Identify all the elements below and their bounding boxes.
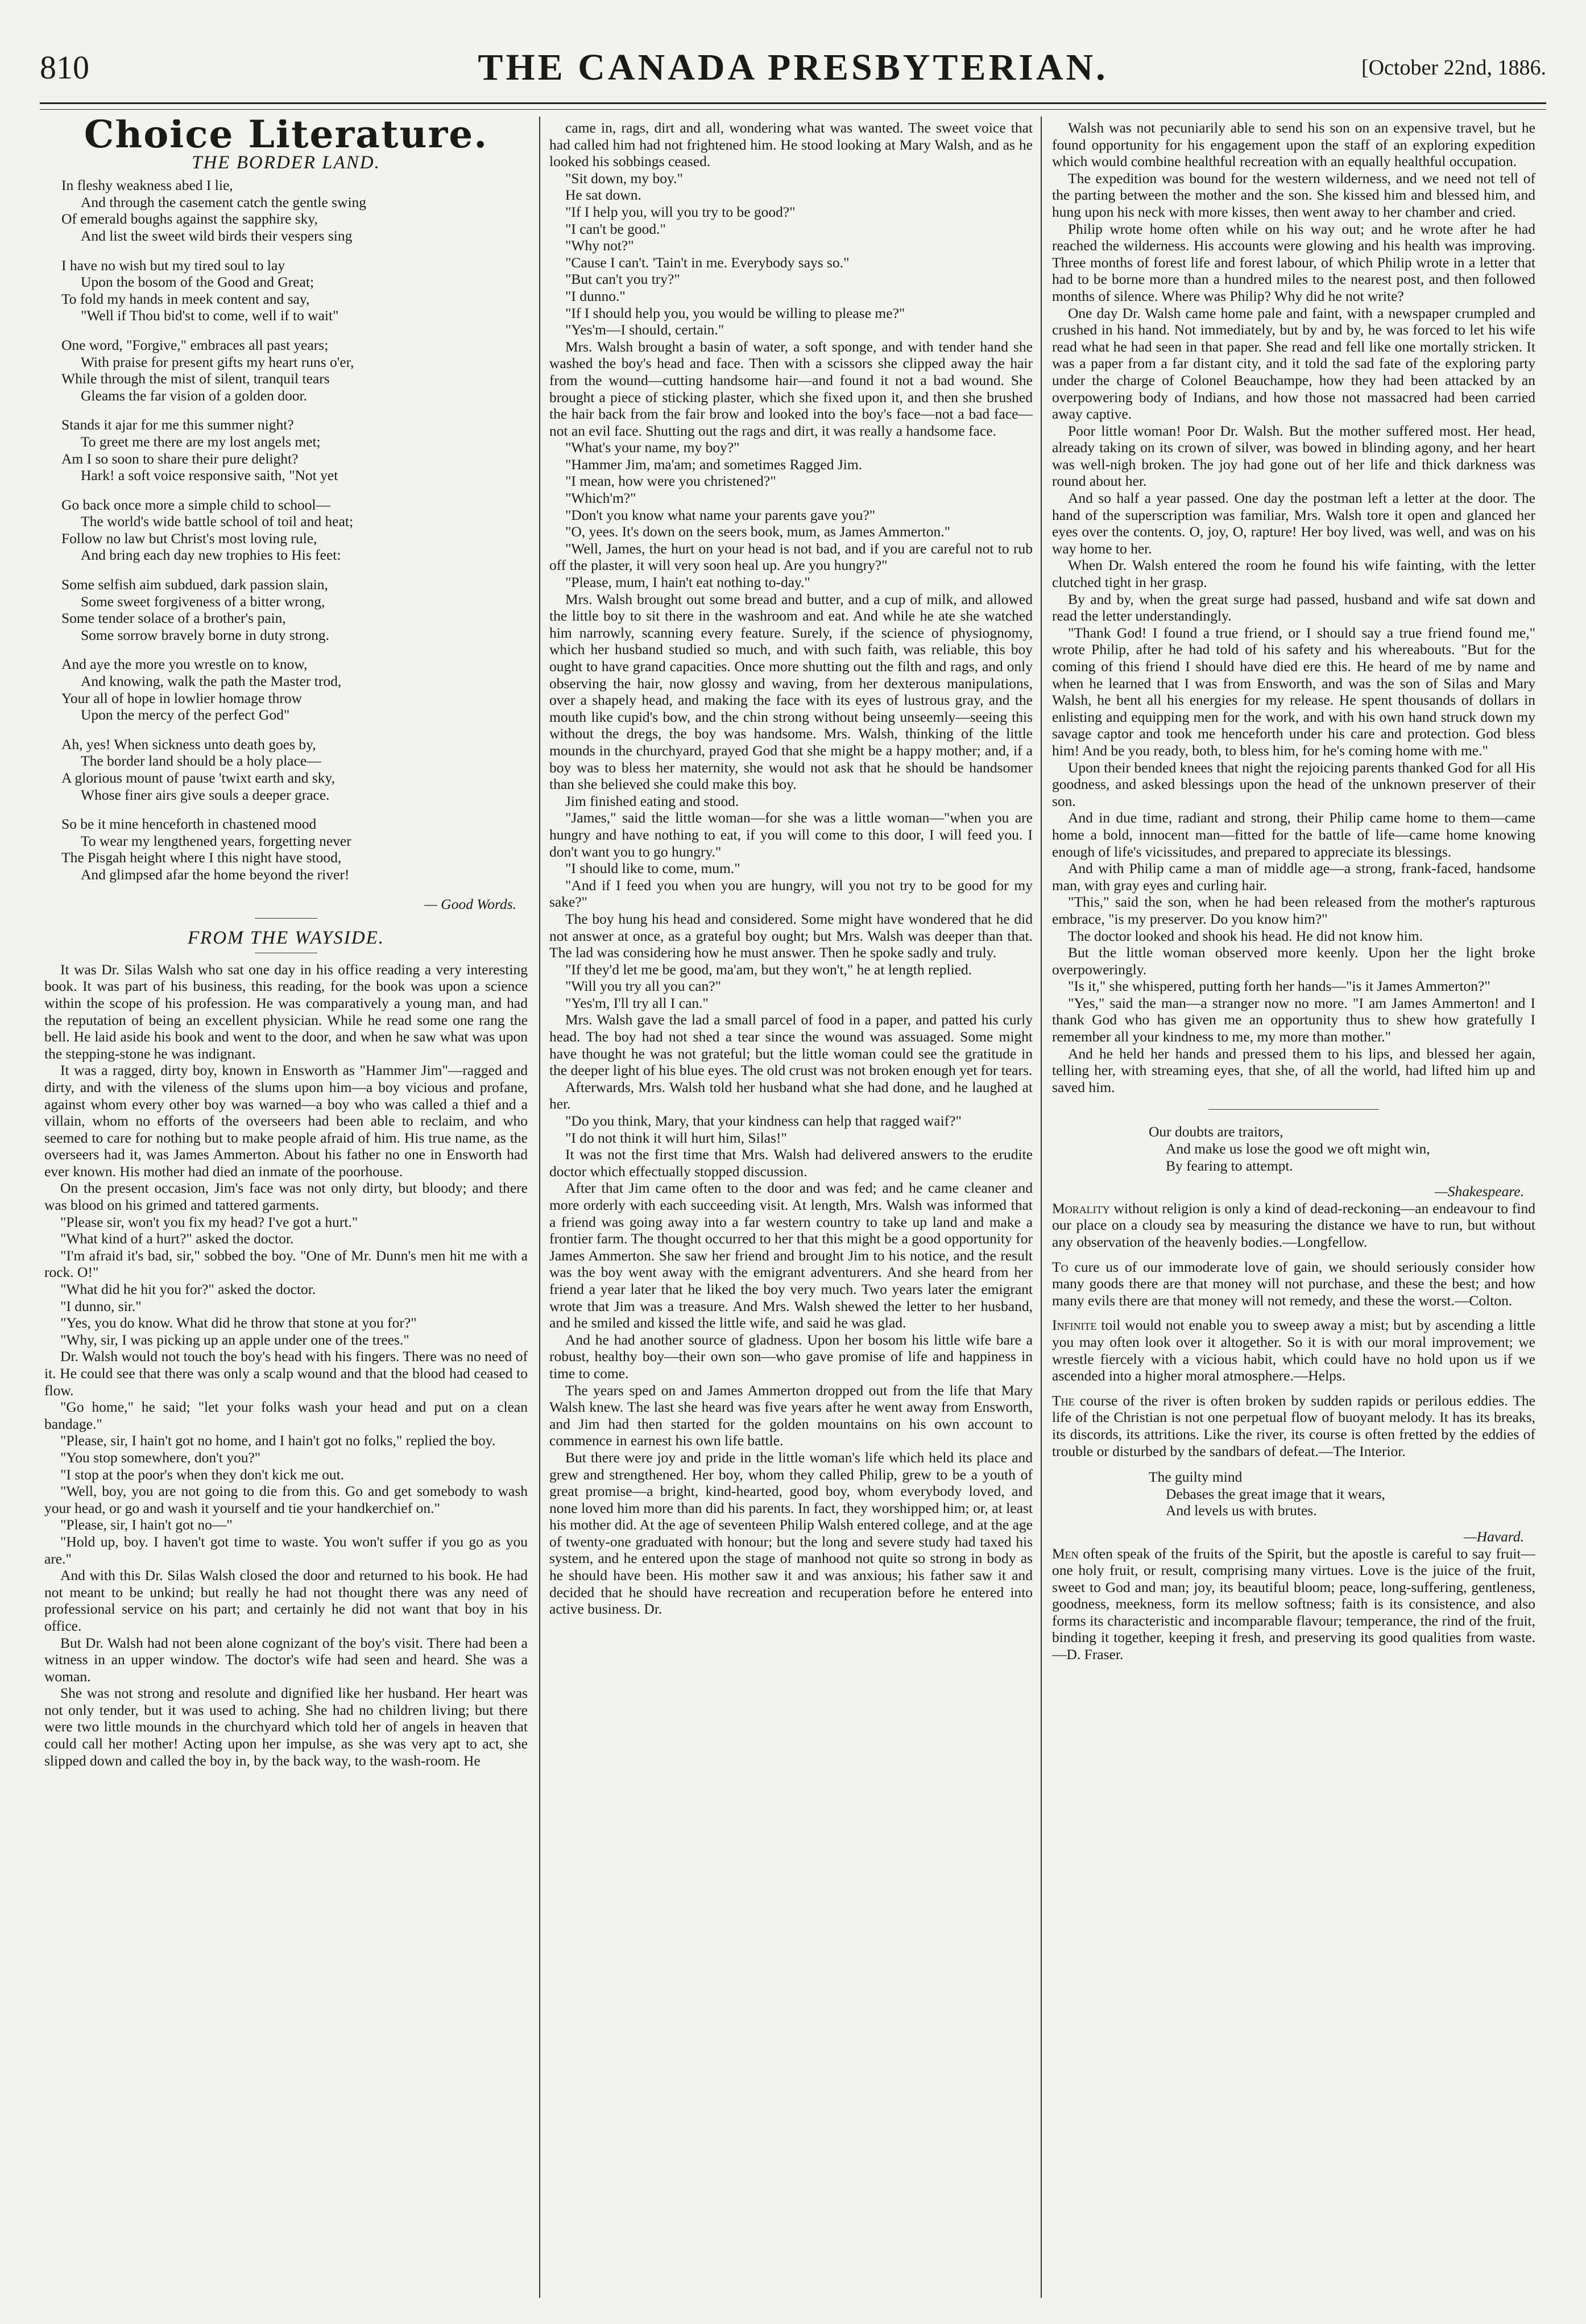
paragraph: And he held her hands and pressed them to his lips, and blessed her again, telling her, with streaming eyes, that she, of all the world, had lifted him up and saved him. [1052, 1045, 1535, 1095]
quotation-line: And make us lose the good we oft might win, [1166, 1140, 1430, 1157]
paragraph: "You stop somewhere, don't you?" [60, 1449, 261, 1466]
paragraph: The expedition was bound for the western wilderness, and we need not tell of the parting between the mother and the son. She kissed him and blessed him, and hung upon his neck with more kisses, then went away to her chamber and cried. [1052, 169, 1535, 220]
poem-stanza [61, 416, 528, 483]
paragraph: The doctor looked and shook his head. He did not know him. [1068, 927, 1423, 944]
maxim [1052, 1392, 1535, 1459]
paragraph: Jim finished eating and stood. [565, 792, 739, 809]
masthead [40, 43, 1546, 105]
poem-line: Whose finer airs give souls a deeper grace. [81, 786, 330, 803]
paragraph: "Hold up, boy. I haven't got time to waste. You won't suffer if you go as you are." [44, 1533, 528, 1567]
quotation-attribution: —Havard. [1463, 1528, 1524, 1545]
poem-line: Hark! a soft voice responsive saith, "Not yet [81, 467, 338, 484]
paragraph: "I do not think it will hurt him, Silas!" [565, 1129, 787, 1146]
maxim-text: toil would not enable you to sweep away a mist; but by ascending a little you may often look over it altogether. So it is with our moral improvement; we wrestle fiercely with a vicious habit, which could have no hold upon us if we ascended into a higher moral atmosphere.—Helps. [1052, 1317, 1535, 1384]
poem-line: And bring each day new trophies to His feet: [81, 547, 341, 564]
poem-stanza [61, 816, 528, 883]
paragraph: "I mean, how were you christened?" [565, 473, 776, 490]
poem-line: A glorious mount of pause 'twixt earth and sky, [61, 770, 336, 786]
maxim [1052, 1317, 1535, 1384]
poem-line: With praise for present gifts my heart runs o'er, [81, 353, 354, 370]
paragraph: The years sped on and James Ammerton dropped out from the life that Mary Walsh knew. The last she heard was five years after he went away from Ensworth, and Jim had then started for the golden mountains on his own account to commence in earnest his own life battle. [549, 1382, 1033, 1449]
paragraph: And he had another source of gladness. Upon her bosom his little wife bare a robust, healthy boy—their own son—who gave promise of life and happiness in time to come. [549, 1331, 1033, 1382]
quotation-line: Debases the great image that it wears, [1166, 1485, 1385, 1502]
maxim-text: course of the river is often broken by sudden rapids or perilous eddies. The life of the Christian is not one perpetual flow of buoyant melody. It has its breaks, its discords, its attritions. Like the river, its course is often fretted by the eddies of trouble or disturbed by the sandbars of defeat.—The Interior. [1052, 1392, 1535, 1459]
paragraph: "Yes, you do know. What did he throw that stone at you for?" [60, 1314, 417, 1331]
paragraph: And with Philip came a man of middle age—a strong, frank-faced, handsome man, with gray eyes and curling hair. [1052, 860, 1535, 894]
poem-attribution: — Good Words. [424, 895, 516, 912]
quotation-line: By fearing to attempt. [1166, 1157, 1293, 1174]
story-text-continued [549, 119, 1033, 1618]
paragraph: When Dr. Walsh entered the room he found his wife fainting, with the letter clutched tight in her grasp. [1052, 557, 1535, 591]
paragraph: "What did he hit you for?" asked the doctor. [60, 1281, 316, 1298]
paragraph: But the little woman observed more keenly. Upon her the light broke overpoweringly. [1052, 944, 1535, 978]
paragraph: And so half a year passed. One day the postman left a letter at the door. The hand of the superscription was familiar, Mrs. Walsh tore it open and glanced her eyes over the contents. O, joy, O, rapture! Her boy lived, was well, and was on his way home to her. [1052, 490, 1535, 557]
poem-line: One word, "Forgive," embraces all past years; [61, 336, 329, 353]
paragraph: And with this Dr. Silas Walsh closed the door and returned to his book. He had not meant to be unkind; but really he had not thought there was any need of professional service on his part; and certainly he did not want that boy in his office. [44, 1567, 528, 1634]
paragraph: "I can't be good." [565, 220, 666, 237]
paragraph: It was a ragged, dirty boy, known in Ensworth as "Hammer Jim"—ragged and dirty, and with the vileness of the slums upon him—a boy vicious and profane, against whom every other boy was warned—a boy who was called a thief and a villain, whom no efforts of the overseers had been able to reclaim, and who seemed to care for nothing but to make people afraid of him. His true name, as the overseers had it, was James Ammerton. About his father no one in Ensworth had ever known. His mother had died an inmate of the poorhouse. [44, 1062, 528, 1180]
paragraph: "Cause I can't. 'Tain't in me. Everybody says so." [565, 254, 850, 271]
poem-line: The world's wide battle school of toil and heat; [81, 513, 354, 530]
maxim-text: often speak of the fruits of the Spirit, but the apostle is careful to say fruit—one holy fruit, or result, comprising many virtues. Love is the juice of the fruit, sweet to God and man; joy, its beautiful bloom; peace, long-suffering, gentleness, goodness, meekness, form its mellow softness; faith is its consistence, and also forms its characteristic and incomparable flavour; temperance, the rind of the fruit, binding it together, keeping it fresh, and preserving its good qualities from waste.—D. Fraser. [1052, 1545, 1535, 1663]
quotation-line: Our doubts are traitors, [1149, 1123, 1283, 1140]
poem-line: The Pisgah height where I this night have stood, [61, 849, 342, 866]
poem-line: While through the mist of silent, tranquil tears [61, 370, 330, 387]
column-1 [44, 119, 528, 2298]
poem-line: And through the casement catch the gentle swing [81, 193, 367, 210]
poem-line: Stands it ajar for me this summer night? [61, 416, 294, 433]
poem-line: Follow no law but Christ's most loving rule, [61, 530, 317, 547]
poem-line: And glimpsed afar the home beyond the river! [81, 866, 350, 883]
paragraph: "I dunno." [565, 287, 626, 304]
paragraph: "Well, boy, you are not going to die from this. Go and get somebody to wash your head, or go and wash it yourself and tie your handkerchief on." [44, 1483, 528, 1516]
quotation-line: And levels us with brutes. [1166, 1502, 1317, 1519]
maxim-lead: Morality [1052, 1200, 1110, 1217]
paragraph: came in, rags, dirt and all, wondering what was wanted. The sweet voice that had called him had not frightened him. He stood looking at Mary Walsh, and as he looked his sobbings ceased. [549, 119, 1033, 170]
poem-line: To fold my hands in meek content and say, [61, 290, 310, 307]
maxim-lead: The [1052, 1392, 1075, 1409]
maxim-lead: To [1052, 1258, 1069, 1275]
poem-line: Your all of hope in lowlier homage throw [61, 689, 303, 706]
paragraph: Dr. Walsh would not touch the boy's head with his fingers. There was no need of it. He could see that there was only a scalp wound and that the blood had ceased to flow. [44, 1348, 528, 1399]
paragraph: Upon their bended knees that night the rejoicing parents thanked God for all His goodness, and asked blessings upon the head of the unknown preserver of their son. [1052, 759, 1535, 809]
poem-line: Am I so soon to share their pure delight? [61, 450, 299, 467]
paragraph: "Yes'm—I should, certain." [565, 321, 724, 338]
paragraph: "James," said the little woman—for she was a little woman—"when you are hungry and have nothing to eat, if you will come to this door, I will feed you. I don't want you to go hungry." [549, 809, 1033, 860]
paragraph: Afterwards, Mrs. Walsh told her husband what she had done, and he laughed at her. [549, 1078, 1033, 1113]
paragraph: Mrs. Walsh brought out some bread and butter, and a cup of milk, and allowed the little boy to sit there in the washroom and eat. And while he ate she watched him narrowly, scanning every feature. Surely, if the science of physiognomy, which her husband studied so much, and with such faith, was reliable, this boy ought to have grand capacities. Once more shutting out the filth and rags, and only observing the hair, now glossy and waving, from her dexterous manipulations, over a shapely head, and making the face with its eyes of lustrous gray, and the mouth like cupid's bow, and the chin strong without being unseemly—seeing this without the dregs, the boy was handsome. Mrs. Walsh, thinking of the little mounds in the churchyard, prayed God that she might be a happy mother; and, if a boy was to bless her maternity, she would not ask that he should be handsomer than she believed she could make this boy. [549, 590, 1033, 793]
maxim [1052, 1200, 1535, 1251]
quotation-line: The guilty mind [1149, 1469, 1243, 1486]
paragraph: "O, yees. It's down on the seers book, mum, as James Ammerton." [565, 523, 950, 540]
paragraph: Poor little woman! Poor Dr. Walsh. But the mother suffered most. Her head, already taking on its crown of silver, was bowed in blinding agony, and her heart was well-nigh broken. The joy had gone out of her life and thick darkness was round about her. [1052, 422, 1535, 490]
paragraph: The boy hung his head and considered. Some might have wondered that he did not answer at once, as a grateful boy ought; but Mrs. Walsh was deeper than that. The lad was considering how he must answer. Then he spoke sadly and truly. [549, 910, 1033, 961]
masthead-rule [40, 102, 1546, 104]
paragraph: By and by, when the great surge had passed, husband and wife sat down and read the letter understandingly. [1052, 590, 1535, 625]
paragraph: "Please, sir, I hain't got no—" [60, 1516, 233, 1533]
paragraph: "Why not?" [565, 237, 634, 254]
paragraph: "I stop at the poor's when they don't kick me out. [60, 1466, 345, 1483]
maxim [1052, 1259, 1535, 1309]
paragraph: But there were joy and pride in the little woman's life which held its place and grew and strengthened. Her boy, whom they called Philip, grew to be a youth of great promise—a bright, kind-hearted, good boy, whom everybody loved, and none loved him more than did his parents. In fact, they worshipped him; or, at least his mother did. At the age of seventeen Philip Walsh entered college, and at the age of twenty-one graduated with honour; but the long and severe study had taxed his system, and he entered upon the stage of manhood not quite so strong in body as he should have been. His mother saw it and was anxious; his father saw it and decided that he should have recreation and recuperation before he entered into active business. Dr. [549, 1449, 1033, 1618]
poem-line: Of emerald boughs against the sapphire sky, [61, 210, 318, 228]
column-divider [1041, 117, 1042, 2298]
poem-line: In fleshy weakness abed I lie, [61, 177, 233, 194]
poem-line: So be it mine henceforth in chastened mood [61, 816, 317, 833]
story-text-conclusion [1052, 119, 1535, 1095]
issue-date: [October 22nd, 1886. [1361, 56, 1546, 80]
paragraph: "Will you try all you can?" [565, 978, 722, 995]
paragraph: "Why, sir, I was picking up an apple under one of the trees." [60, 1331, 409, 1348]
paragraph: "But can't you try?" [565, 271, 680, 288]
paragraph: "If I help you, will you try to be good?" [565, 203, 796, 220]
maxim-lead: Men [1052, 1545, 1079, 1562]
column-2 [549, 119, 1033, 2298]
paragraph: Walsh was not pecuniarily able to send his son on an expensive travel, but he found opportunity for his engagement upon the staff of an exploring expedition which would combine healthful recreation with an equally healthful occupation. [1052, 119, 1535, 170]
maxims [1052, 1200, 1535, 1459]
poem-line: To wear my lengthened years, forgetting never [81, 832, 351, 849]
paragraph: "If I should help you, you would be willing to please me?" [565, 304, 905, 321]
poem-stanza [61, 736, 528, 803]
quotation-attribution: —Shakespeare. [1435, 1183, 1524, 1200]
divider [255, 918, 317, 919]
story-title: FROM THE WAYSIDE. [187, 928, 385, 949]
paragraph: On the present occasion, Jim's face was not only dirty, but bloody; and there was blood on his grimed and tattered garments. [44, 1180, 528, 1214]
paragraph: "Please sir, won't you fix my head? I've got a hurt." [60, 1213, 358, 1230]
paragraph: It was Dr. Silas Walsh who sat one day in his office reading a very interesting book. It was part of his business, this reading, for the book was upon a science within the scope of his profession. He was comparatively a young man, and had the reputation of being an excellent physician. While he read some one rang the bell. He laid aside his book and went to the door, and when he saw what was upon the stepping-stone he was indignant. [44, 961, 528, 1062]
quotation [1149, 1123, 1535, 1174]
paragraph: "Is it," she whispered, putting forth her hands—"is it James Ammerton?" [1068, 978, 1490, 995]
poem-line: "Well if Thou bid'st to come, well if to wait" [81, 307, 339, 324]
poem-line: Gleams the far vision of a golden door. [81, 387, 307, 404]
poem-line: Ah, yes! When sickness unto death goes by, [61, 735, 316, 752]
paragraph: "Sit down, my boy." [565, 169, 683, 187]
paragraph: Philip wrote home often while on his way out; and he wrote after he had reached the wilderness. His accounts were glowing and his health was improving. Three months of forest life and forest labour, of which Philip wrote in a letter that had to be borne more than a hundred miles to the nearest post, and then followed months of silence. Where was Philip? Why did he not write? [1052, 220, 1535, 304]
paragraph: "Don't you know what name your parents gave you?" [565, 506, 876, 523]
poem-line: And aye the more you wrestle on to know, [61, 656, 308, 673]
poem-stanza [61, 656, 528, 723]
paragraph: "And if I feed you when you are hungry, will you not try to be good for my sake?" [549, 876, 1033, 911]
paragraph: Mrs. Walsh brought a basin of water, a soft sponge, and with tender hand she washed the boy's head and face. Then with a scissors she clipped away the hair from the wound—cutting handsome hair—and found it not a bad wound. She brought a piece of sticking plaster, which she fixed upon it, and then she brushed the hair back from the fair brow and looked into the boy's face—not a bad face—not an evil face. Shutting out the rags and dirt, it was really a handsome face. [549, 338, 1033, 439]
paragraph: "Thank God! I found a true friend, or I should say a true friend found me," wrote Philip, after he had told of his safety and his whereabouts. "But for the coming of this friend I should have died ere this. He heard of me by name and when he learned that I was from Ensworth, and was the son of Silas and Mary Walsh, he bent all his energies for my release. He spent thousands of dollars in enlisting and equipping men for the work, and with his own hand struck down my savage captor and took me henceforth under his care and protection. God bless him! And be you ready, both, to bless him, for he's coming home with me." [1052, 624, 1535, 759]
maxim [1052, 1545, 1535, 1663]
paragraph: One day Dr. Walsh came home pale and faint, with a newspaper crumpled and crushed in his hand. Not immediately, but by and by, he was forced to let his wife read what he had seen in that paper. She read and fell like one mortally stricken. It was a paper from a far distant city, and it told the sad fate of the exploring party under the charge of Colonel Beauchampe, how they had been attacked by an overpowering body of Indians, and how those not massacred had been carried away captive. [1052, 304, 1535, 423]
paragraph: "Please, mum, I hain't eat nothing to-day." [565, 574, 810, 591]
column-divider [539, 117, 540, 2298]
paragraph: "What's your name, my boy?" [565, 439, 740, 456]
poem-line: Upon the mercy of the perfect God" [81, 706, 290, 723]
paragraph: "Which'm?" [565, 490, 636, 507]
poem-line: To greet me there are my lost angels met; [81, 433, 321, 450]
paragraph: "This," said the son, when he had been released from the mother's rapturous embrace, "is my preserver. Do you know him?" [1052, 894, 1535, 927]
paragraph: But Dr. Walsh had not been alone cognizant of the boy's visit. There had been a witness in an upper window. The doctor's wife had seen and heard. She was a woman. [44, 1634, 528, 1685]
poem-line: And list the sweet wild birds their vespers sing [81, 227, 353, 244]
poem-stanza [61, 497, 528, 564]
paragraph: "If they'd let me be good, ma'am, but they won't," he at length replied. [565, 961, 972, 978]
page-number: 810 [40, 49, 89, 86]
paragraph: He sat down. [565, 187, 641, 204]
paragraph: "Hammer Jim, ma'am; and sometimes Ragged Jim. [565, 456, 863, 473]
paragraph: "Please, sir, I hain't got no home, and I hain't got no folks," replied the boy. [60, 1432, 496, 1449]
paragraph: She was not strong and resolute and dignified like her husband. Her heart was not only tender, but it was used to aching. She had no children living; but there were two little mounds in the churchyard which told her of angels in heaven that could call her mother! Acting upon her impulse, as she was very apt to act, she slipped down and called the boy in, by the back way, to the wash-room. He [44, 1685, 528, 1769]
paragraph: "What kind of a hurt?" asked the doctor. [60, 1230, 294, 1247]
paragraph: It was not the first time that Mrs. Walsh had delivered answers to the erudite doctor which effectually stopped discussion. [549, 1146, 1033, 1180]
poem-line: I have no wish but my tired soul to lay [61, 257, 285, 274]
masthead-rule-thin [40, 109, 1546, 110]
paragraph: "Well, James, the hurt on your head is not bad, and if you are careful not to rub off the plaster, it will very soon heal up. Are you hungry?" [549, 540, 1033, 574]
column-3 [1052, 119, 1535, 2298]
poem-line: Some sweet forgiveness of a bitter wrong, [81, 593, 325, 610]
poem-line: And knowing, walk the path the Master trod, [81, 673, 342, 690]
poem-stanza [61, 576, 528, 643]
paragraph: And in due time, radiant and strong, their Philip came home to them—came home a bold, innocent man—fitted for the battle of life—came home knowing enough of life's vicissitudes, and prepared to appreciate its blessings. [1052, 809, 1535, 860]
paragraph: "Go home," he said; "let your folks wash your head and put on a clean bandage." [44, 1399, 528, 1432]
poem-title: THE BORDER LAND. [192, 152, 380, 173]
paragraph: "I'm afraid it's bad, sir," sobbed the boy. "One of Mr. Dunn's men hit me with a rock. O!" [44, 1247, 528, 1281]
paragraph: "Yes'm, I'll try all I can." [565, 994, 709, 1011]
maxim-text: without religion is only a kind of dead-reckoning—an endeavour to find our place on a cloudy sea by measuring the distance we have to run, but without any observation of the heavenly bodies.—Longfellow. [1052, 1200, 1535, 1250]
quotation [1149, 1469, 1535, 1519]
maxim-lead: Infinite [1052, 1317, 1097, 1334]
story-text [44, 961, 528, 1769]
paragraph: "Yes," said the man—a stranger now no more. "I am James Ammerton! and I thank God who has given me an opportunity thus to shew how gratefully I remember all your kindness to me, my more than mother." [1052, 994, 1535, 1045]
paragraph: "I dunno, sir." [60, 1297, 142, 1314]
paragraph: "I should like to come, mum." [565, 860, 740, 877]
poem-stanza [61, 257, 528, 324]
poem-line: Some tender solace of a brother's pain, [61, 610, 286, 627]
section-title: Choice Literature. [84, 119, 488, 156]
newspaper-title: THE CANADA PRESBYTERIAN. [478, 47, 1108, 88]
poem-stanza [61, 177, 528, 244]
poem-line: Upon the bosom of the Good and Great; [81, 274, 314, 291]
paragraph: After that Jim came often to the door and was fed; and he came cleaner and more orderly with each succeeding visit. At length, Mrs. Walsh was informed that a friend was going away into a far western country to take up land and make a frontier farm. The thought occurred to her that this might be a good opportunity for James Ammerton. She saw her friend and brought Jim to his notice, and the result was the boy went away with the emigrant adventurers. And she heard from her friend a year later that he liked the boy very much. Two years later the emigrant wrote that Jim was a treasure. And Mrs. Walsh shewed the letter to her husband, and he smiled and kissed the little wife, and said he was glad. [549, 1180, 1033, 1331]
paragraph: Mrs. Walsh gave the lad a small parcel of food in a paper, and patted his curly head. The boy had not shed a tear since the wound was assuaged. Some might have thought he was not grateful; but the little woman could see the gratitude in the deeper light of his blue eyes. The old crust was not broken enough yet for tears. [549, 1011, 1033, 1079]
poem [61, 177, 528, 883]
poem-line: Some sorrow bravely borne in duty strong. [81, 626, 329, 643]
poem-line: Some selfish aim subdued, dark passion slain, [61, 576, 328, 593]
poem-stanza [61, 337, 528, 404]
poem-line: The border land should be a holy place— [81, 752, 321, 770]
poem-line: Go back once more a simple child to school— [61, 496, 331, 513]
divider [1208, 1109, 1379, 1110]
maxim-text: cure us of our immoderate love of gain, we should seriously consider how many goods there are that money will not purchase, and these the best; and how many evils there are that money will not remedy, and these the worst.—Colton. [1052, 1258, 1535, 1309]
paragraph: "Do you think, Mary, that your kindness can help that ragged waif?" [565, 1113, 962, 1130]
